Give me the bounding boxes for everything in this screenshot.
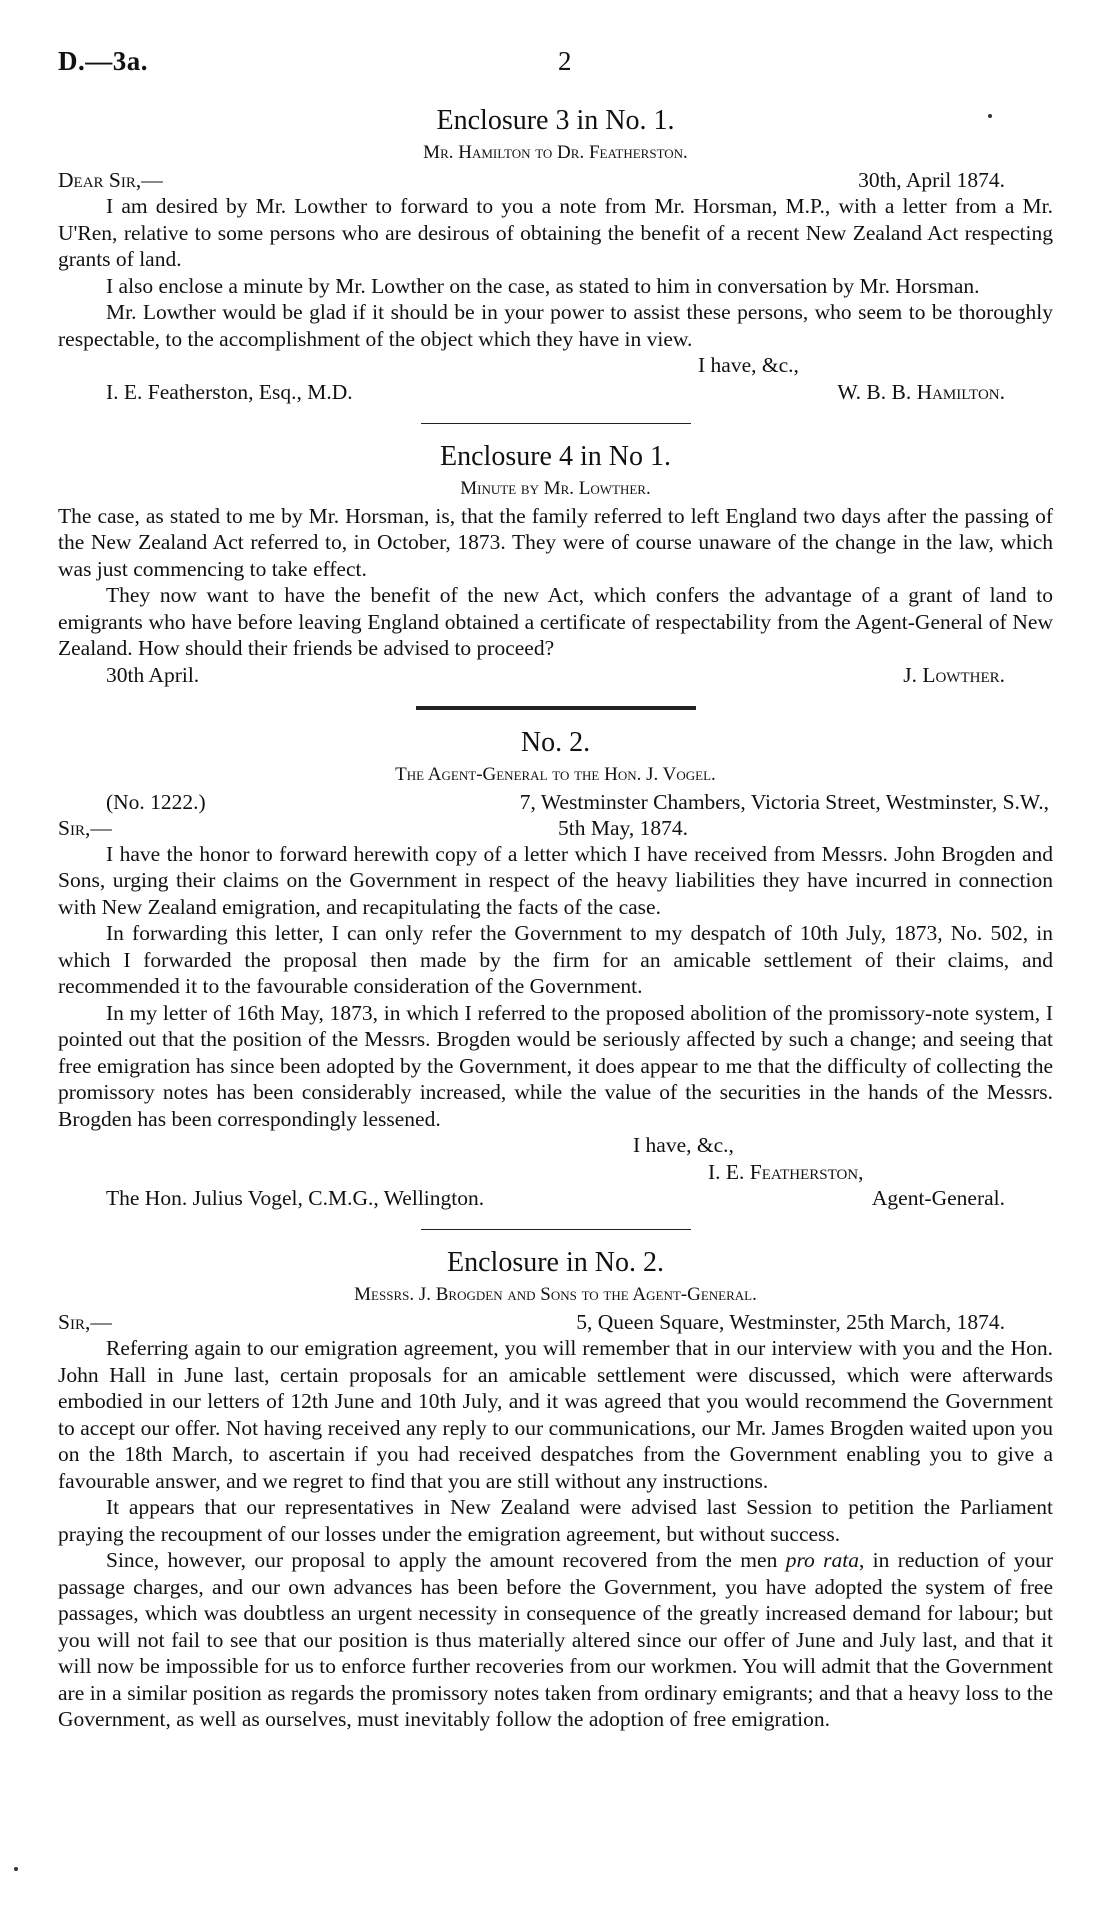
enclosure-3-section bbox=[58, 104, 1053, 405]
paragraph: In forwarding this letter, I can only refer the Government to my despatch of 10th July, 1873, No. 502, in which I forwarded the proposal then made by the firm for an amicable settlement of their claims, and recommended it to the favourable consideration of the Government. bbox=[58, 921, 1053, 998]
addressee: The Hon. Julius Vogel, C.M.G., Wellington. bbox=[106, 1186, 485, 1210]
letter-date: 5th May, 1874. bbox=[558, 815, 688, 840]
salutation: Dear Sir,— bbox=[58, 168, 163, 192]
paragraph: I am desired by Mr. Lowther to forward to you a note from Mr. Horsman, M.P., with a letter from a Mr. U'Ren, relative to some persons who are desirous of obtaining the benefit of a recent New Zealand Act respecting grants of land. bbox=[58, 194, 1053, 271]
italic-phrase: pro rata bbox=[785, 1548, 859, 1572]
section-subtitle: Mr. Hamilton to Dr. Featherston. bbox=[423, 142, 688, 163]
enclosure-4-section bbox=[58, 440, 1053, 688]
closing: I have, &c., bbox=[698, 353, 799, 377]
paragraph: In my letter of 16th May, 1873, in which I referred to the proposed abolition of the promissory-note system, I pointed out that the position of the Messrs. Brogden would be seriously affected by such a change; and seeing that free emigration has since been adopted by the Government, it does appear to me that the difficulty of collecting the promissory notes has been considerably increased, while the value of the securities in the hands of the Messrs. Brogden has been correspondingly lessened. bbox=[58, 1000, 1053, 1131]
paragraph: I also enclose a minute by Mr. Lowther on the case, as stated to him in conversation by Mr. Horsman. bbox=[106, 273, 980, 298]
signature: J. Lowther. bbox=[903, 662, 1005, 687]
paragraph: The case, as stated to me by Mr. Horsman, is, that the family referred to left England two days after the passing of the New Zealand Act referred to, in October, 1873. They were of course unaware of the change in the law, which was just commencing to take effect. bbox=[58, 503, 1053, 581]
reference-number: (No. 1222.) bbox=[106, 789, 206, 814]
signature-row bbox=[58, 662, 1053, 688]
signature: I. E. Featherston, bbox=[708, 1159, 864, 1184]
section-divider bbox=[416, 706, 696, 710]
page-header bbox=[58, 46, 1056, 86]
print-speck bbox=[14, 1867, 18, 1871]
document-id: D.—3a. bbox=[58, 46, 148, 76]
reference-row bbox=[58, 789, 1053, 815]
addressee: I. E. Featherston, Esq., M.D. bbox=[106, 379, 353, 404]
section-divider bbox=[421, 1229, 691, 1230]
section-title: Enclosure in No. 2. bbox=[447, 1247, 664, 1278]
enclosure-no-2-section bbox=[58, 1246, 1053, 1733]
minute-date: 30th April. bbox=[106, 662, 200, 687]
sender-address: 7, Westminster Chambers, Victoria Street, Westminster, S.W., bbox=[519, 789, 1049, 814]
section-title: Enclosure 4 in No 1. bbox=[440, 440, 671, 472]
paragraph: I have the honor to forward herewith copy of a letter which I have received from Messrs. John Brogden and Sons, urging their claims on the Government in respect of the heavy liabilities they have incurred in connection with New Zealand emigration, and recapitulating the facts of the case. bbox=[58, 841, 1053, 919]
paragraph: They now want to have the benefit of the new Act, which confers the advantage of a grant of land to emigrants who have before leaving England obtained a certificate of respectability from the Agent-General of New Zealand. How should their friends be advised to proceed? bbox=[58, 583, 1053, 660]
paragraph: Referring again to our emigration agreement, you will remember that in our interview with you and the Hon. John Hall in June last, certain proposals for an amicable settlement were discussed, which were afterwards embodied in our letters of 12th June and 10th July, and it was agreed that you would recommend the Government to accept our offer. Not having received any reply to our communications, our Mr. James Brogden waited upon you on the 18th March, to ascertain if you had received despatches from the Government enabling you to give a favourable answer, and we regret to find that you are still without any instructions. bbox=[58, 1336, 1053, 1493]
signature-title: Agent-General. bbox=[871, 1186, 1005, 1210]
salutation-row bbox=[58, 1309, 1053, 1335]
salutation: Sir,— bbox=[58, 1310, 112, 1334]
signature: W. B. B. Hamilton. bbox=[837, 379, 1005, 404]
paragraph bbox=[58, 1547, 1053, 1733]
salutation: Sir,— bbox=[58, 815, 112, 840]
section-subtitle: The Agent-General to the Hon. J. Vogel. bbox=[395, 763, 716, 785]
section-subtitle: Minute by Mr. Lowther. bbox=[460, 477, 651, 499]
no-2-section bbox=[58, 726, 1053, 1212]
document-body bbox=[58, 104, 1053, 1733]
section-divider bbox=[421, 423, 691, 424]
closing: I have, &c., bbox=[633, 1133, 734, 1157]
section-subtitle: Messrs. J. Brogden and Sons to the Agent-General. bbox=[354, 1284, 757, 1305]
salutation-row bbox=[58, 167, 1053, 193]
paragraph-text: , in reduction of your passage charges, and our own advances has been before the Government, you have adopted the system of free passages, which was doubtless an urgent necessity in consequence of the greatly increased demand for labour; but you will not fail to see that our position is thus materially altered since our offer of June and July last, and that it will now be impossible for us to enforce further recoveries from our workmen. You will admit that the Government are in a similar position as regards the promissory notes taken from ordinary emigrants; and that a heavy loss to the Government, as well as ourselves, must inevitably follow the adoption of free emigration. bbox=[58, 1548, 1053, 1731]
section-title: Enclosure 3 in No. 1. bbox=[436, 105, 675, 136]
paragraph: It appears that our representatives in New Zealand were advised last Session to petition the Parliament praying the recoupment of our losses under the emigration agreement, but without success. bbox=[58, 1495, 1053, 1546]
salutation-row bbox=[58, 815, 1053, 841]
letter-date: 30th, April 1874. bbox=[858, 168, 1005, 192]
paragraph-text: Since, however, our proposal to apply the amount recovered from the men bbox=[106, 1548, 786, 1572]
paragraph: Mr. Lowther would be glad if it should be in your power to assist these persons, who seem to be thoroughly respectable, to the accomplishment of the object which they have in view. bbox=[58, 300, 1053, 351]
signature-row bbox=[58, 1185, 1053, 1211]
letter-address-date: 5, Queen Square, Westminster, 25th March, 1874. bbox=[576, 1310, 1005, 1334]
signature-row bbox=[58, 379, 1053, 405]
section-title: No. 2. bbox=[520, 726, 591, 758]
page-number: 2 bbox=[558, 46, 572, 76]
